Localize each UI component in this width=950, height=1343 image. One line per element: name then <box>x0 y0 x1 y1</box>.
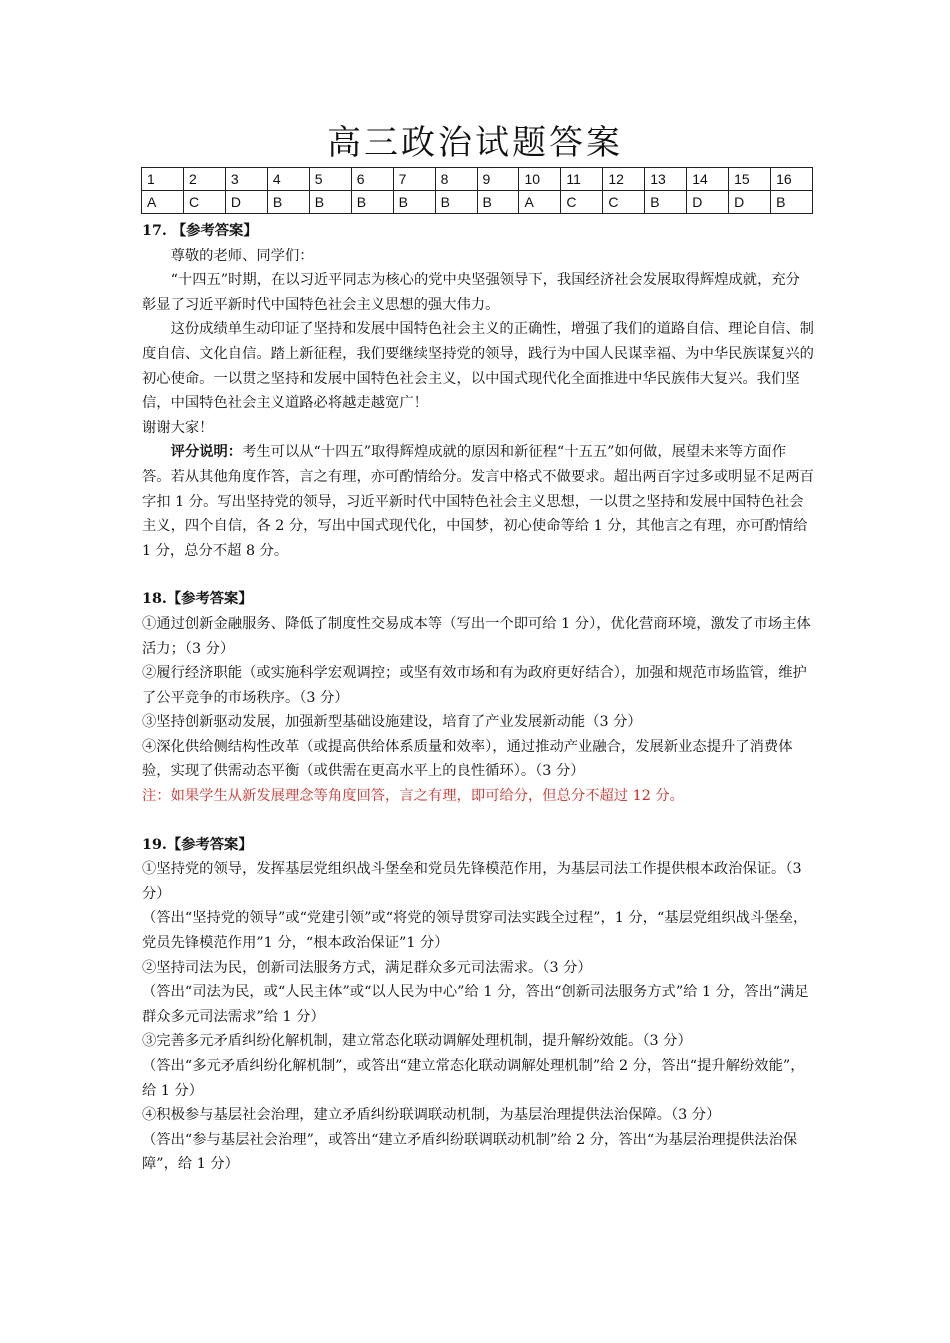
answer-letter: B <box>645 191 687 214</box>
question-number: 5 <box>309 168 351 191</box>
question-number: 10 <box>519 168 561 191</box>
answer-key-table <box>141 167 813 214</box>
q19-heading: 19.【参考答案】 <box>142 836 253 853</box>
question-number: 16 <box>771 168 813 191</box>
q17-greeting: 尊敬的老师、同学们： <box>170 247 314 264</box>
q19-scoring-detail: （答出“多元矛盾纠纷化解机制”，或答出“建立常态化联动调解处理机制”给 2 分，答出“提升解纷效能”，给 1 分） <box>142 1058 805 1099</box>
q18-section <box>142 587 814 808</box>
answer-letter: B <box>393 191 435 214</box>
q19-scoring-detail: （答出“司法为民，或“人民主体”或“以人民为中心”给 1 分，答出“创新司法服务方式”给 1 分，答出“满足群众多元司法需求”给 1 分） <box>142 984 809 1025</box>
answer-content <box>142 219 814 1177</box>
answer-letter: A <box>142 191 184 214</box>
question-number: 2 <box>183 168 225 191</box>
q19-section <box>142 833 814 1177</box>
q17-paragraph: “十四五”时期，在以习近平同志为核心的党中央坚强领导下，我国经济社会发展取得辉煌成就，充分彰显了习近平新时代中国特色社会主义思想的强大伟力。 <box>142 272 800 313</box>
q19-answer-item: ③完善多元矛盾纠纷化解机制，建立常态化联动调解处理机制，提升解纷效能。（3 分） <box>142 1033 692 1050</box>
question-number: 9 <box>477 168 519 191</box>
question-number: 15 <box>729 168 771 191</box>
q19-answer-item: ①坚持党的领导，发挥基层党组织战斗堡垒和党员先锋模范作用，为基层司法工作提供根本政治保证。（3 分） <box>142 861 802 902</box>
scoring-note-text: 考生可以从“十四五”取得辉煌成就的原因和新征程“十五五”如何做，展望未来等方面作答。若从其他角度作答，言之有理，亦可酌情给分。发言中格式不做要求。超出两百字过多或明显不足两百字扣 1 分。写出坚持党的领导，习近平新时代中国特色社会主义思想，一以贯之坚持和发展中国特色社会主义，四个自信，各 2 分，写出中国式现代化，中国梦，初心使命等给 1 分，其他言之有理，亦可酌情给 1 分，总分不超 8 分。 <box>142 444 814 559</box>
q17-paragraph: 这份成绩单生动印证了坚持和发展中国特色社会主义的正确性，增强了我们的道路自信、理论自信、制度自信、文化自信。踏上新征程，我们要继续坚持党的领导，践行为中国人民谋幸福、为中华民族谋复兴的初心使命。一以贯之坚持和发展中国特色社会主义，以中国式现代化全面推进中华民族伟大复兴。我们坚信，中国特色社会主义道路必将越走越宽广！ <box>142 321 814 412</box>
question-number: 1 <box>142 168 184 191</box>
answer-letter: B <box>309 191 351 214</box>
answer-letter: B <box>267 191 309 214</box>
question-number: 13 <box>645 168 687 191</box>
question-number: 6 <box>351 168 393 191</box>
answer-letter: D <box>225 191 267 214</box>
answer-letter: C <box>183 191 225 214</box>
q17-heading: 17. 【参考答案】 <box>142 223 258 239</box>
scoring-note-label: 评分说明： <box>170 444 243 461</box>
q18-answer-item: ①通过创新金融服务、降低了制度性交易成本等（写出一个即可给 1 分），优化营商环境，激发了市场主体活力；（3 分） <box>142 615 811 657</box>
q18-heading: 18.【参考答案】 <box>142 591 253 608</box>
q17-closing: 谢谢大家！ <box>142 419 214 436</box>
answer-letter: C <box>603 191 645 214</box>
answer-letter: D <box>729 191 771 214</box>
q18-note: 注：如果学生从新发展理念等角度回答，言之有理，即可给分，但总分不超过 12 分。 <box>142 788 684 805</box>
answer-letter: B <box>771 191 813 214</box>
page-title: 高三政治试题答案 <box>327 123 623 163</box>
question-number: 12 <box>603 168 645 191</box>
q18-answer-item: ④深化供给侧结构性改革（或提高供给体系质量和效率），通过推动产业融合，发展新业态提升了消费体验，实现了供需动态平衡（或供需在更高水平上的良性循环）。（3 分） <box>142 738 793 780</box>
q19-scoring-detail: （答出“参与基层社会治理”，或答出“建立矛盾纠纷联调联动机制”给 2 分，答出“为基层治理提供法治保障”，给 1 分） <box>142 1131 798 1173</box>
answer-letter: A <box>519 191 561 214</box>
question-number: 11 <box>561 168 603 191</box>
question-number: 4 <box>267 168 309 191</box>
answer-key-answer-row <box>142 191 813 214</box>
question-number: 3 <box>225 168 267 191</box>
question-number: 8 <box>435 168 477 191</box>
q17-section <box>142 219 814 563</box>
q19-answer-item: ②坚持司法为民，创新司法服务方式，满足群众多元司法需求。（3 分） <box>142 959 592 976</box>
answer-letter: B <box>351 191 393 214</box>
q17-scoring-note <box>142 440 814 563</box>
answer-key-number-row <box>142 168 813 191</box>
question-number: 14 <box>687 168 729 191</box>
answer-letter: D <box>687 191 729 214</box>
answer-letter: B <box>435 191 477 214</box>
q19-scoring-detail: （答出“坚持党的领导”或“党建引领”或“将党的领导贯穿司法实践全过程”，1 分，“基层党组织战斗堡垒，党员先锋模范作用”1 分，“根本政治保证”1 分） <box>142 910 808 952</box>
q18-answer-item: ③坚持创新驱动发展，加强新型基础设施建设，培育了产业发展新动能（3 分） <box>142 714 642 731</box>
question-number: 7 <box>393 168 435 191</box>
answer-letter: B <box>477 191 519 214</box>
answer-letter: C <box>561 191 603 214</box>
q19-answer-item: ④积极参与基层社会治理，建立矛盾纠纷联调联动机制，为基层治理提供法治保障。（3 分） <box>142 1107 721 1124</box>
q18-answer-item: ②履行经济职能（或实施科学宏观调控；或坚有效市场和有为政府更好结合），加强和规范市场监管，维护了公平竞争的市场秩序。（3 分） <box>142 665 807 706</box>
